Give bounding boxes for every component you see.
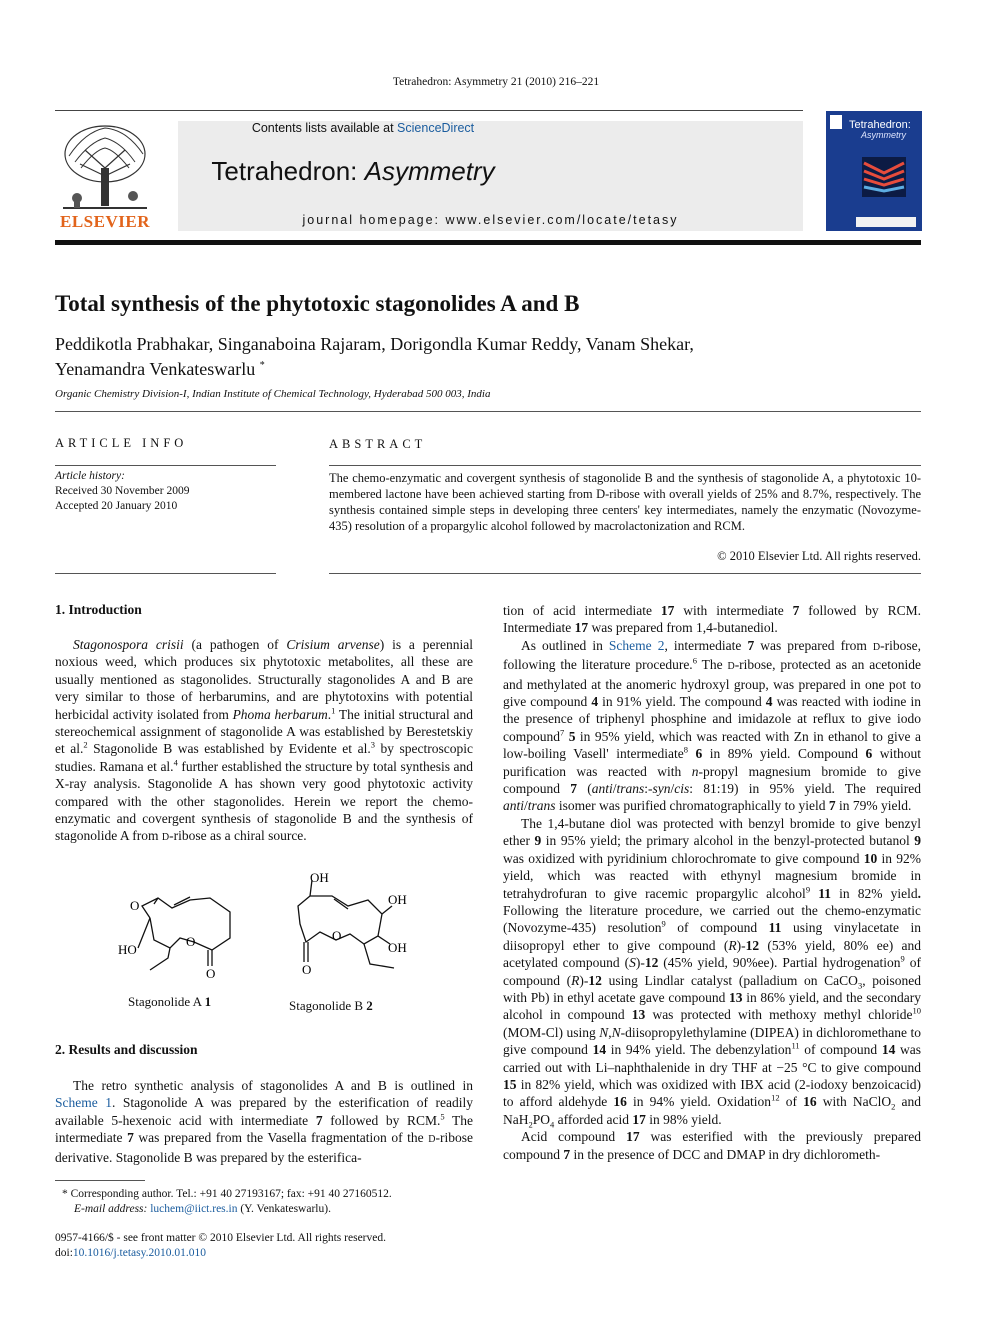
email-link[interactable]: luchem@iict.res.in [150,1203,238,1215]
authors-line-1: Peddikotla Prabhakar, Singanaboina Rajaram, Dorigondla Kumar Reddy, Vanam Shekar, [55,334,694,354]
corresponding-footnote [62,1187,472,1217]
authors-line-2: Yenamandra Venkateswarlu [55,359,256,379]
history-label: Article history: [55,470,125,482]
journal-homepage[interactable]: journal homepage: www.elsevier.com/locate/tetasy [302,213,679,227]
abstract-copyright: © 2010 Elsevier Ltd. All rights reserved. [717,549,921,563]
abstract-rule [329,465,921,466]
contents-prefix: Contents lists available at [251,121,398,135]
doi-link[interactable]: 10.1016/j.tetasy.2010.01.010 [72,1247,206,1259]
intro-paragraph: Stagonospora crisii (a pathogen of Crisium arvense) is a perennial noxious weed, which produces six phytotoxic metabolites, all these are usually mentioned as stagonolides. Structurally stagonolides A and B are very similar to those of herbarumins, and are phytotoxins with potential herbicidal activity isolated from Phoma herbarum.$^1$ The initial structural and stereochemical assignment of stagonolide A was established by Berestetskiy et al.$^2$ Stagonolide B was established by Evidente et al.$^3$ by spectroscopic studies. Ramana et al.$^4$ further established the structure by total synthesis and X-ray analysis. Stagonolide A has shown very good phytotoxic activity compared with the other stagonolides. Herein we report the chemo-enzymatic and covergent synthesis of stagonolide B and the synthesis of stagonolide A from D-ribose as a chiral source. [55,637,474,844]
sciencedirect-link[interactable]: ScienceDirect [397,121,475,135]
publisher-wordmark: ELSEVIER [60,212,150,231]
contents-line [178,121,548,135]
article-history [55,469,276,514]
right-column-text: tion of acid intermediate 17 with intermediate 7 followed by RCM. Intermediate 17 was prepared from 1,4-butanediol. As outlined in Scheme 2, intermediate 7 was prepared from D-ribose, following the literature procedure.$^6$ The D-ribose, protected as an acetonide and methylated at the anomeric hydroxyl group, was prepared in one pot to give compound 4 in 91% yield. The compound 4 was reacted with iodine in the presence of triphenyl phosphine and imidazole at reflux to give iodo compound$^7$ 5 in 95% yield, which was reacted with Zn in ethanol to give a low-boiling Vasell' intermediate$^8$ 6 in 89% yield. Compound 6 without purification was reacted with n-propyl magnesium bromide to give compound 7 (anti/trans:-syn/cis: 81:19) in 95% yield. The required anti/trans isomer was purified chromatographically to yield 7 in 79% yield. The 1,4-butane diol was protected with benzyl bromide to give benzyl ether 9 in 95% yield; the primary alcohol in the benzyl-protected butanol 9 was oxidized with pyridinium chlorochromate to give compound 10 in 92% yield, which was reacted with ethynyl magnesium bromide in tetrahydrofuran to give racemic propargylic alcohol$^9$ 11 in 82% yield. Following the literature procedure, we carried out the chemo-enzymatic (Novozyme-435) resolution$^9$ of compound 11 using vinylacetate in diisopropyl ether to give compound (R)-12 (53% yield, 80% ee) and acetylated compound (S)-12 (45% yield, 90%ee). Partial hydrogenation$^9$ of compound (R)-12 using Lindlar catalyst (palladium on CaCO$_3$, poisoned with Pb) in ethyl acetate gave compound 13 in 86% yield, and the secondary alcohol in compound 13 was protected with methoxy methyl chloride$^{10}$ (MOM-Cl) using N,N-diisopropylethylamine (DIPEA) in dichloromethane to give compound 14 in 94% yield. The debenzylation$^{11}$ of compound 14 was carried out with Li–naphthalenide in dry THF at −25 °C to give compound 15 in 82% yield, which was oxidized with IBX acid (2-iodoxy benzoicacid) to afford aldehyde 16 in 94% yield. Oxidation$^{12}$ of 16 with NaClO$_2$ and $NaH_2PO_4$ afforded acid 17 in 98% yield. Acid compound 17 was esterified with the previously prepared compound 7 in the presence of DCC and DMAP in dry dichlorometh- [503,603,922,1162]
results-paragraph-1: The retro synthetic analysis of stagonolides A and B is outlined in Scheme 1. Stagonolide A was prepared by the esterification of readily available 5-hexenoic acid with intermediate 7 followed by RCM.$^5$ The intermediate 7 was prepared from the Vasella fragmentation of the D-ribose derivative. Stagonolide B was prepared by the esterifica- [55,1078,473,1165]
front-matter-info [55,1231,475,1261]
info-rule [55,465,276,466]
article-info-heading: ARTICLE INFO [55,436,188,450]
journal-name: Tetrahedron: Asymmetry [211,156,495,186]
stagonolide-a-label: Stagonolide A 1 [128,994,212,1009]
header-rule [55,110,803,111]
struct-b-oh-right: OH [388,892,407,907]
received-date: Received 30 November 2009 [55,485,190,497]
email-label: E-mail address: [74,1203,151,1215]
struct-a-ring-o: O [186,934,196,949]
paper-title: Total synthesis of the phytotoxic stagonolides A and B [55,291,580,316]
stagonolide-b-label: Stagonolide B 2 [289,998,373,1013]
corresponding-mark[interactable]: * [259,360,265,371]
email-suffix: (Y. Venkateswarlu). [237,1203,331,1215]
struct-a-ketone-o: O [130,898,140,913]
struct-b-ring-o: O [332,928,342,943]
abstract-heading: ABSTRACT [329,437,427,451]
abstract-text: The chemo-enzymatic and covergent synthesis of stagonolide B and the synthesis of stagonolide A, a phytotoxic 10-membered lactone have been achieved starting from D-ribose with overall yields of 25% and 8.7%, respectively. The synthesis contained simple steps in developing three centers' key intermediates, namely the enzymatic (Novozyme-435) resolution of a propargylic alcohol followed by macrolactonization and RCM. [329,471,921,533]
affiliation: Organic Chemistry Division-I, Indian Institute of Chemical Technology, Hyderabad 500 003, India [55,388,491,400]
corresponding-author-contact: * Corresponding author. Tel.: +91 40 27193167; fax: +91 40 27160512. [62,1188,392,1200]
issn-line: 0957-4166/$ - see front matter © 2010 Elsevier Ltd. All rights reserved. [55,1232,386,1244]
doi-label: doi: [55,1247,73,1259]
journal-cover-image [826,111,922,231]
journal-citation: Tetrahedron: Asymmetry 21 (2010) 216–221 [392,76,600,88]
abstract-bottom-rule [329,573,921,574]
info-bottom-rule [55,573,276,574]
struct-a-carbonyl-o: O [206,966,216,978]
intro-heading: 1. Introduction [55,602,142,617]
results-heading: 2. Results and discussion [55,1042,198,1057]
struct-a-ho: HO [118,942,137,957]
accepted-date: Accepted 20 January 2010 [55,500,178,512]
author-list [55,334,815,380]
struct-b-oh-lower: OH [388,940,407,955]
footnote-rule [55,1180,145,1181]
struct-b-oh-top: OH [310,870,329,885]
cover-subtitle: Asymmetry [861,130,906,140]
cover-title: Tetrahedron: [849,119,911,131]
title-rule [55,411,921,412]
stagonolide-structures-figure [110,868,420,978]
struct-b-carbonyl-o: O [302,962,312,977]
header-thick-rule [55,240,921,245]
